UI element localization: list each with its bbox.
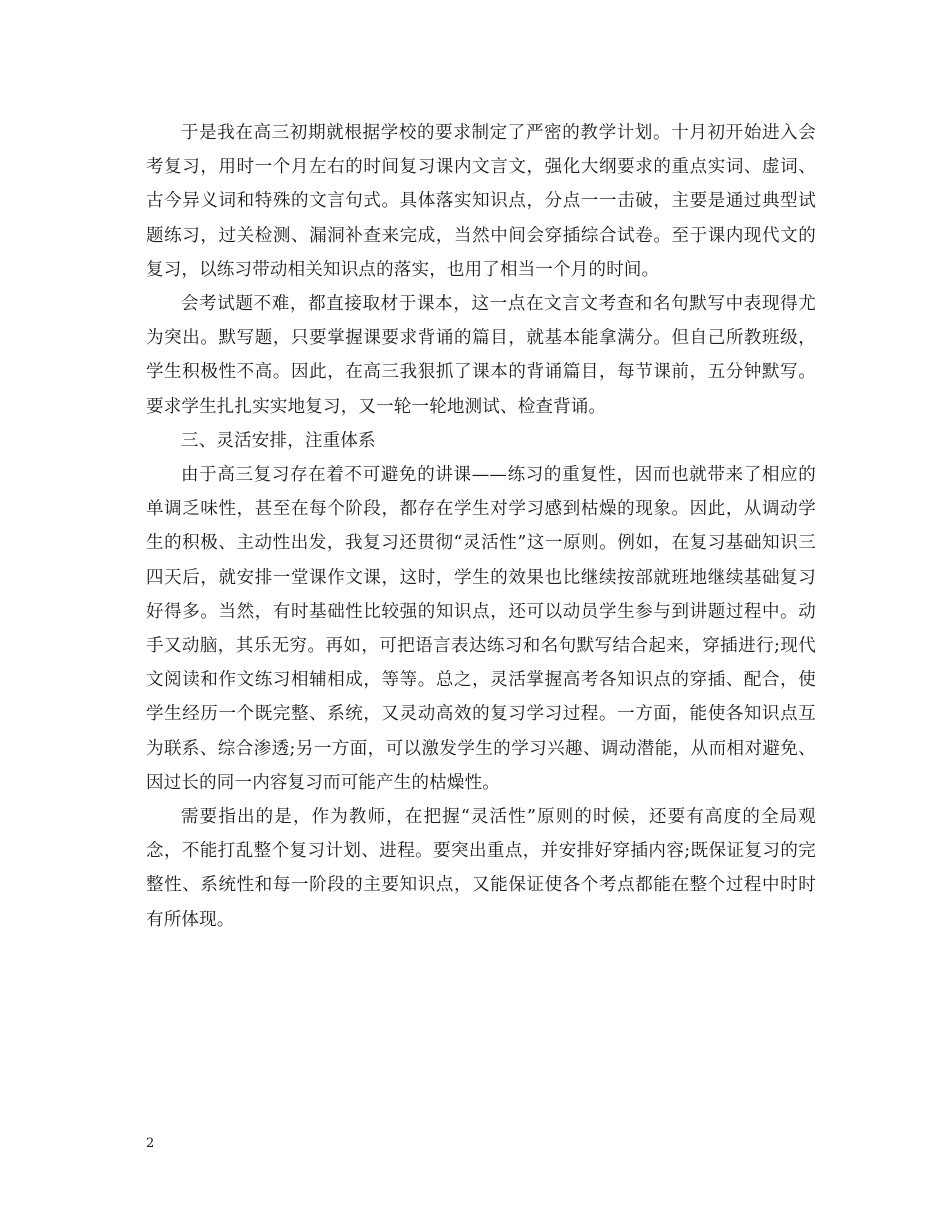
- paragraph-3: 由于高三复习存在着不可避免的讲课——练习的重复性，因而也就带来了相应的单调乏味性，甚至在每个阶段，都存在学生对学习感到枯燥的现象。因此，从调动学生的积极、主动性出发，我复习还贯彻“灵活性”这一原则。例如，在复习基础知识三四天后，就安排一堂课作文课，这时，学生的效果也比继续按部就班地继续基础复习好得多。当然，有时基础性比较强的知识点，还可以动员学生参与到讲题过程中。动手又动脑，其乐无穷。再如，可把语言表达练习和名句默写结合起来，穿插进行;现代文阅读和作文练习相辅相成，等等。总之，灵活掌握高考各知识点的穿插、配合，使学生经历一个既完整、系统，又灵动高效的复习学习过程。一方面，能使各知识点互为联系、综合渗透;另一方面，可以激发学生的学习兴趣、调动潜能，从而相对避免、因过长的同一内容复习而可能产生的枯燥性。: [146, 465, 816, 793]
- page-number: 2: [146, 1136, 155, 1151]
- section-heading: 三、灵活安排，注重体系: [181, 430, 376, 451]
- paragraph-1: 于是我在高三初期就根据学校的要求制定了严密的教学计划。十月初开始进入会考复习，用时一个月左右的时间复习课内文言文，强化大纲要求的重点实词、虚词、古今异义词和特殊的文言句式。具体落实知识点，分点一一击破，主要是通过典型试题练习，过关检测、漏洞补查来完成，当然中间会穿插综合试卷。至于课内现代文的复习，以练习带动相关知识点的落实，也用了相当一个月的时间。: [146, 123, 816, 280]
- paragraph-2: 会考试题不难，都直接取材于课本，这一点在文言文考查和名句默写中表现得尤为突出。默写题，只要掌握课要求背诵的篇目，就基本能拿满分。但自己所教班级，学生积极性不高。因此，在高三我狠抓了课本的背诵篇目，每节课前，五分钟默写。要求学生扎扎实实地复习，又一轮一轮地测试、检查背诵。: [146, 294, 816, 417]
- paragraph-4: 需要指出的是，作为教师，在把握“灵活性”原则的时候，还要有高度的全局观念，不能打乱整个复习计划、进程。要突出重点，并安排好穿插内容;既保证复习的完整性、系统性和每一阶段的主要知识点，又能保证使各个考点都能在整个过程中时时有所体现。: [146, 807, 816, 930]
- document-body: [146, 116, 816, 937]
